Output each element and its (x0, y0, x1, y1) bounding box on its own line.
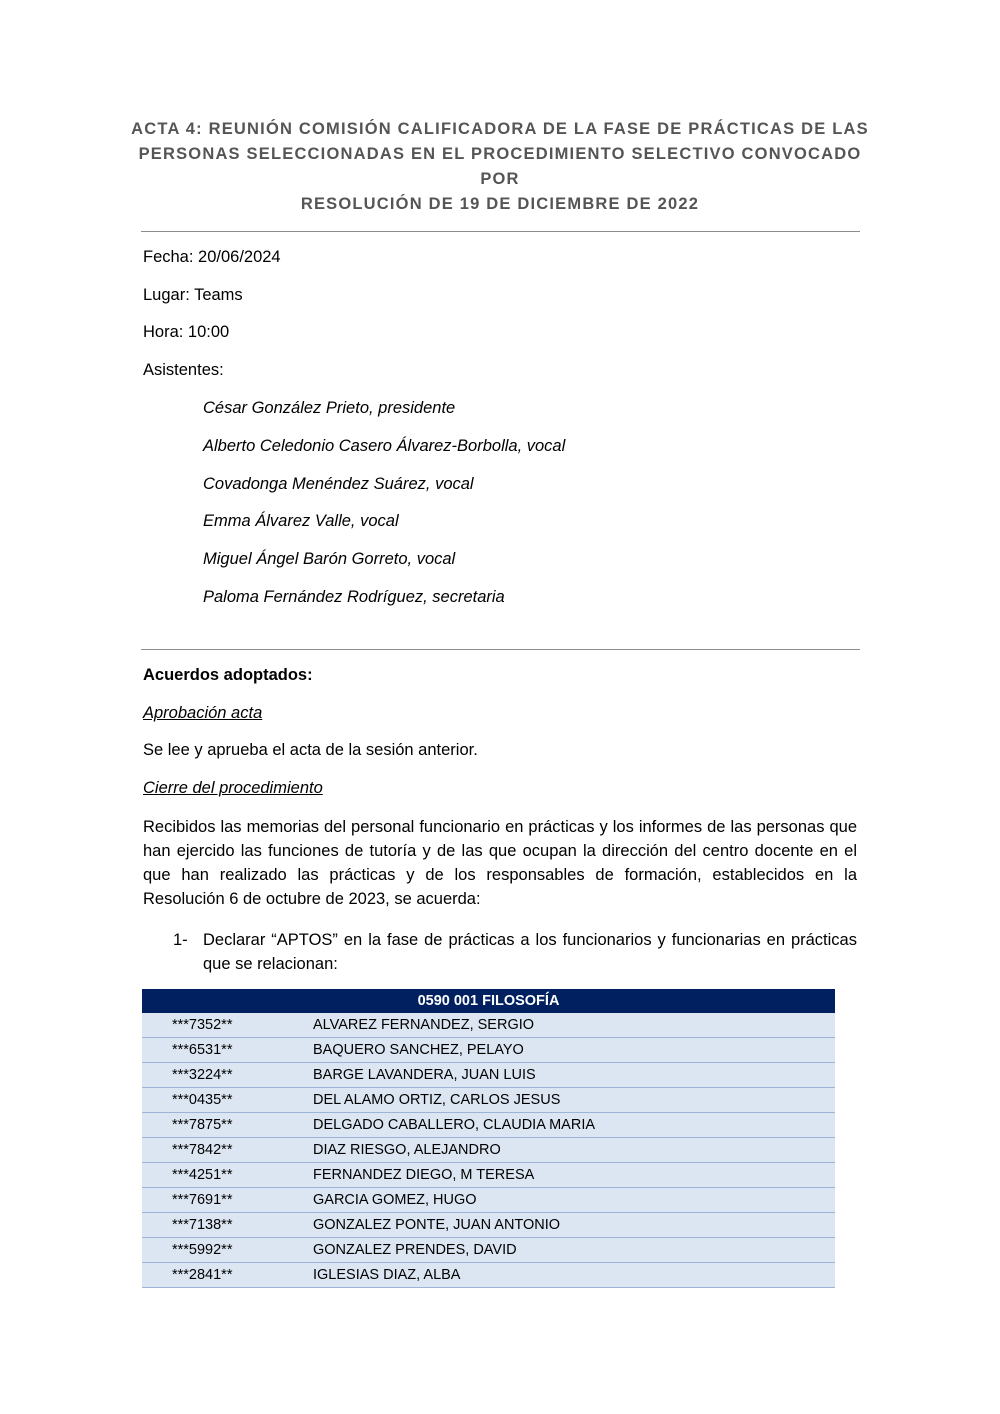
aprobacion-text: Se lee y aprueba el acta de la sesión anterior. (143, 741, 478, 759)
aptos-table (142, 989, 835, 1288)
table-row (142, 1088, 835, 1113)
row-name: GONZALEZ PONTE, JUAN ANTONIO (313, 1213, 835, 1238)
document-title (120, 117, 880, 217)
attendee-5: Miguel Ángel Barón Gorreto, vocal (203, 550, 456, 568)
row-name: GONZALEZ PRENDES, DAVID (313, 1238, 835, 1263)
table-row (142, 1188, 835, 1213)
aprobacion-heading: Aprobación acta (143, 704, 263, 722)
attendee-2: Alberto Celedonio Casero Álvarez-Borbolla, vocal (203, 437, 566, 455)
table-row (142, 1263, 835, 1288)
row-name: DELGADO CABALLERO, CLAUDIA MARIA (313, 1113, 835, 1138)
row-name: DIAZ RIESGO, ALEJANDRO (313, 1138, 835, 1163)
row-id: ***4251** (142, 1163, 313, 1188)
row-id: ***3224** (142, 1063, 313, 1088)
list-item-number: 1- (173, 931, 188, 949)
row-id: ***7691** (142, 1188, 313, 1213)
cierre-paragraph: Recibidos las memorias del personal funcionario en prácticas y los informes de las personas que han ejercido las funciones de tutoría y de las que ocupan la dirección del centro docente en el que han realizado las prácticas y de los responsables de formación, establecidos en la Resolución 6 de octubre de 2023, se acuerda: (143, 818, 857, 908)
table-row (142, 1013, 835, 1038)
row-name: DEL ALAMO ORTIZ, CARLOS JESUS (313, 1088, 835, 1113)
hora-line: Hora: 10:00 (143, 323, 230, 341)
table-header: 0590 001 FILOSOFÍA (142, 989, 835, 1013)
row-name: GARCIA GOMEZ, HUGO (313, 1188, 835, 1213)
row-id: ***7875** (142, 1113, 313, 1138)
lugar-line: Lugar: Teams (143, 286, 243, 304)
row-id: ***0435** (142, 1088, 313, 1113)
attendee-4: Emma Álvarez Valle, vocal (203, 512, 399, 530)
fecha-line: Fecha: 20/06/2024 (143, 248, 281, 266)
row-name: BAQUERO SANCHEZ, PELAYO (313, 1038, 835, 1063)
table-row (142, 1038, 835, 1063)
row-id: ***7352** (142, 1013, 313, 1038)
table-row (142, 1138, 835, 1163)
title-line-2: PERSONAS SELECCIONADAS EN EL PROCEDIMIENTO SELECTIVO CONVOCADO POR (138, 145, 862, 188)
row-name: FERNANDEZ DIEGO, M TERESA (313, 1163, 835, 1188)
row-name: IGLESIAS DIAZ, ALBA (313, 1263, 835, 1288)
top-divider (141, 231, 860, 232)
table-row (142, 1238, 835, 1263)
middle-divider (141, 649, 860, 650)
row-id: ***2841** (142, 1263, 313, 1288)
acuerdos-heading: Acuerdos adoptados: (143, 666, 313, 684)
list-item-text: Declarar “APTOS” en la fase de prácticas a los funcionarios y funcionarias en prácticas que se relacionan: (203, 931, 857, 973)
table-row (142, 1213, 835, 1238)
asistentes-label: Asistentes: (143, 361, 224, 379)
attendee-1: César González Prieto, presidente (203, 399, 456, 417)
row-name: BARGE LAVANDERA, JUAN LUIS (313, 1063, 835, 1088)
row-id: ***7138** (142, 1213, 313, 1238)
table-header-row (142, 989, 835, 1013)
attendee-6: Paloma Fernández Rodríguez, secretaria (203, 588, 505, 606)
table-row (142, 1063, 835, 1088)
cierre-heading: Cierre del procedimiento (143, 779, 323, 797)
row-id: ***5992** (142, 1238, 313, 1263)
table-row (142, 1163, 835, 1188)
attendee-3: Covadonga Menéndez Suárez, vocal (203, 475, 474, 493)
row-id: ***7842** (142, 1138, 313, 1163)
table-row (142, 1113, 835, 1138)
row-name: ALVAREZ FERNANDEZ, SERGIO (313, 1013, 835, 1038)
title-line-1: ACTA 4: REUNIÓN COMISIÓN CALIFICADORA DE LA FASE DE PRÁCTICAS DE LAS (131, 120, 869, 138)
title-line-3: RESOLUCIÓN DE 19 DE DICIEMBRE DE 2022 (300, 195, 700, 213)
row-id: ***6531** (142, 1038, 313, 1063)
